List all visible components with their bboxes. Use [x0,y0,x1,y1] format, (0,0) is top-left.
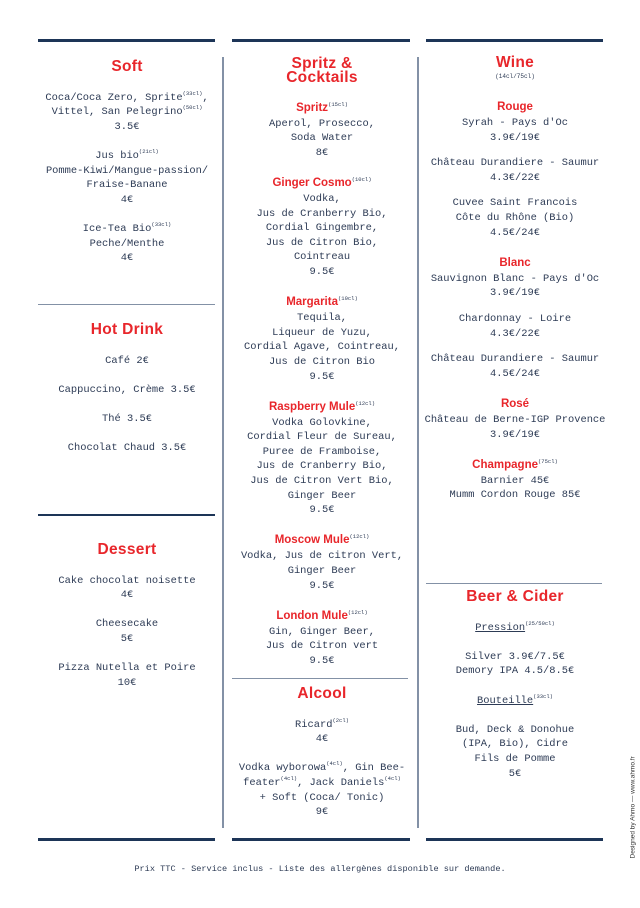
menu-item [424,196,606,240]
top-rule-left [38,39,215,42]
item-line [38,383,216,398]
item-line [229,265,415,280]
menu-section [38,541,216,690]
column-divider-2 [417,57,419,828]
menu-section [424,54,606,503]
item-text: Jus de Citron vert [265,640,379,653]
item-line [229,732,415,747]
item-line [38,661,216,676]
item-line [424,723,606,738]
item-category [424,621,606,636]
item-text: Jus de Citron Vert Bio, [250,475,394,488]
menu-section [229,685,415,820]
section-title: Dessert [97,541,157,558]
menu-item [38,222,216,266]
item-line [424,211,606,226]
item-text: 10€ [117,676,137,689]
item-text: Jus bio [95,149,139,162]
menu-item [424,457,606,503]
item-text: Cuvee Saint Francois [452,197,578,210]
item-text: Chardonnay - Loire [458,312,572,325]
menu-item [229,761,415,819]
item-text: 8€ [315,146,329,159]
volume-note: (15cl) [328,100,348,108]
volume-note: (2cl) [332,716,349,724]
item-text: 5€ [120,632,134,645]
volume-note: (12cl) [349,533,370,541]
item-text: Cointreau [293,251,351,264]
item-heading [229,175,415,192]
item-line [38,632,216,647]
item-line [229,236,415,251]
item-text: Pizza Nutella et Poire [58,662,196,675]
item-line [229,625,415,640]
item-text: 9.5€ [309,504,335,517]
menu-item [229,175,415,280]
item-line [229,579,415,594]
item-line [424,650,606,665]
item-line [229,355,415,370]
item-line [229,146,415,161]
item-text: 9€ [315,806,329,819]
menu-item [38,91,216,135]
menu-section [229,57,415,669]
item-text: Bud, Deck & Donohue [455,723,575,736]
item-line [229,416,415,431]
item-line [424,286,606,301]
menu-item [229,100,415,161]
volume-note: (33cl) [182,89,203,97]
item-text: Vittel, San Pelegrino [51,106,183,119]
menu-item [38,149,216,207]
item-text: feater [243,776,281,789]
menu-item [38,354,216,369]
item-line [229,370,415,385]
menu-item [38,617,216,646]
menu-item [38,383,216,398]
item-text: Demory IPA 4.5/8.5€ [455,665,575,678]
item-text: Coca/Coca Zero, Sprite [45,91,183,104]
menu-item [229,399,415,518]
item-text: Château Durandiere - Saumur [430,157,600,170]
item-line [38,354,216,369]
bottom-rule-left [38,838,215,841]
item-text: 9.5€ [309,579,335,592]
item-line [229,459,415,474]
item-text: 4€ [120,252,134,265]
item-line [229,430,415,445]
item-text: Cordial Gingembre, [265,222,379,235]
item-text: Sauvignon Blanc - Pays d'Oc [430,272,600,285]
section-title: Alcool [297,685,347,702]
item-heading [424,396,606,413]
volume-note: (10cl) [351,175,372,183]
item-line [38,178,216,193]
item-line [229,340,415,355]
item-text: Puree de Framboise, [262,445,382,458]
item-line [424,272,606,287]
menu-item [38,441,216,456]
item-line [38,588,216,603]
top-rule-right [426,39,603,42]
volume-note: (4cl) [280,774,298,782]
item-line [424,131,606,146]
item-line [229,718,415,733]
item-text: Mumm Cordon Rouge 85€ [449,489,581,502]
bottom-rule-middle [232,838,410,841]
item-text: + Soft (Coca/ Tonic) [259,791,385,804]
item-heading [229,100,415,117]
item-line [229,131,415,146]
menu-section [38,321,216,456]
item-line [424,116,606,131]
item-line [229,503,415,518]
volume-note: (25/50cl) [525,619,555,627]
item-name: Champagne [472,458,538,471]
item-line [229,207,415,222]
section-divider [426,583,602,584]
item-text: 4.3€/22€ [490,171,540,184]
item-text: Soda Water [290,132,354,145]
item-text: Jus de Cranberry Bio, [256,207,388,220]
item-text: Vodka wyborowa [238,762,327,775]
item-name: Rouge [497,101,533,113]
volume-note: (33cl) [151,220,172,228]
menu-item [424,621,606,679]
section-title: Spritz & Cocktails [286,55,358,86]
item-text: Silver 3.9€/7.5€ [465,650,565,663]
item-line [424,327,606,342]
item-line [229,117,415,132]
item-line [424,196,606,211]
item-text: Peche/Menthe [89,237,165,250]
item-line [424,488,606,503]
item-text: Ice-Tea Bio [82,222,152,235]
item-text: 4.3€/22€ [490,327,540,340]
item-line [229,474,415,489]
item-line [38,574,216,589]
item-text: 4.5€/24€ [490,367,540,380]
item-text: Ricard [295,718,333,731]
item-line [424,156,606,171]
item-line [424,171,606,186]
item-text: 4€ [120,589,134,602]
bottom-rule-right [426,838,603,841]
item-text: 3.9€/19€ [490,131,540,144]
item-line [229,326,415,341]
item-text: 4€ [315,733,329,746]
item-line [38,91,216,106]
item-text: Ginger Beer [287,565,357,578]
menu-item [424,352,606,381]
item-text: , Gin Bee- [342,762,406,775]
item-line [38,105,216,120]
item-text: Fils de Pomme [474,752,556,765]
section-subtitle: (14cl/75cl) [495,73,535,80]
item-name: Spritz [296,101,329,114]
item-text: 9.5€ [309,370,335,383]
menu-item [424,312,606,341]
item-heading [424,255,606,272]
item-line [38,193,216,208]
item-line [229,805,415,820]
volume-note: (4cl) [384,774,401,782]
menu-item [424,156,606,185]
section-divider [38,304,215,305]
item-text: (IPA, Bio), Cidre [461,738,568,751]
item-name: Moscow Mule [274,534,350,547]
item-text: Vodka Golovkine, [272,416,372,429]
item-name: Blanc [499,256,531,269]
item-line [229,311,415,326]
item-line [38,237,216,252]
menu-item [229,532,415,593]
item-line [38,251,216,266]
menu-item [424,99,606,145]
item-line [424,752,606,767]
item-line [424,737,606,752]
item-text: Château Durandiere - Saumur [430,353,600,366]
menu-section [38,58,216,266]
menu-item [38,574,216,603]
item-heading [229,532,415,549]
item-line [229,654,415,669]
item-line [229,445,415,460]
item-text: 3.9€/19€ [490,287,540,300]
volume-note: (4cl) [326,760,343,768]
item-text: Café 2€ [105,354,149,367]
item-category [424,694,606,709]
item-heading [229,399,415,416]
volume-note: (12cl) [347,608,368,616]
item-text: Jus de Citron Bio [268,355,375,368]
item-text: Vodka, [303,192,341,205]
category-name: Pression [475,621,526,634]
item-line [424,226,606,241]
item-line [424,428,606,443]
item-text: 3.9€/19€ [490,428,540,441]
item-text: , [202,91,209,104]
item-text: 5€ [508,767,522,780]
item-line [38,441,216,456]
item-text: Cappuccino, Crème 3.5€ [58,383,196,396]
item-heading [424,457,606,474]
item-text: 3.5€ [114,120,140,133]
section-divider [38,514,215,516]
item-heading [424,99,606,116]
menu-item [229,718,415,747]
item-text: Fraise-Banane [86,179,168,192]
item-line [424,767,606,782]
item-text: 4.5€/24€ [490,226,540,239]
item-text: Aperol, Prosecco, [268,117,375,130]
item-line [229,564,415,579]
item-text: Ginger Beer [287,489,357,502]
menu-item [229,608,415,669]
item-line [38,149,216,164]
item-line [38,164,216,179]
item-line [229,192,415,207]
item-text: Château de Berne-IGP Provence [424,413,606,426]
item-line [38,676,216,691]
menu-item [424,396,606,442]
menu-item [229,294,415,384]
item-line [229,776,415,791]
item-text: , Jack Daniels [297,776,385,789]
item-text: Cordial Fleur de Sureau, [247,431,397,444]
item-line [38,617,216,632]
item-heading [229,294,415,311]
item-text: Vodka, Jus de citron Vert, [240,550,404,563]
item-text: Liqueur de Yuzu, [272,326,372,339]
item-line [38,222,216,237]
item-text: Syrah - Pays d'Oc [461,117,568,129]
item-line [424,312,606,327]
section-divider [232,678,408,679]
item-text: Pomme-Kiwi/Mangue-passion/ [45,164,209,177]
footer-note: Prix TTC - Service inclus - Liste des allergènes disponible sur demande. [134,864,506,874]
volume-note: (12cl) [355,399,376,407]
item-name: Ginger Cosmo [272,176,352,189]
item-line [424,474,606,489]
item-name: Rosé [500,397,530,410]
menu-section [424,588,606,781]
item-name: Raspberry Mule [268,400,356,413]
top-rule-middle [232,39,410,42]
item-line [229,250,415,265]
volume-note: (21cl) [138,147,159,155]
item-text: Jus de Cranberry Bio, [256,460,388,473]
item-text: Gin, Ginger Beer, [268,625,375,638]
item-text: Thé 3.5€ [102,412,152,425]
item-line [424,352,606,367]
volume-note: (50cl) [182,104,203,112]
item-name: Margarita [286,296,338,309]
item-text: Chocolat Chaud 3.5€ [67,442,187,455]
menu-item [424,694,606,782]
item-text: 4€ [120,193,134,206]
item-text: 9.5€ [309,265,335,278]
volume-note: (75cl) [538,457,558,465]
item-line [229,639,415,654]
menu-item [38,661,216,690]
section-title: Beer & Cider [466,588,564,605]
item-line [229,791,415,806]
section-title: Wine [495,54,535,71]
menu-item [424,255,606,301]
section-title: Hot Drink [90,321,164,338]
item-text: 9.5€ [309,655,335,667]
item-line [229,221,415,236]
volume-note: (33cl) [533,692,553,700]
item-line [424,367,606,382]
menu-item [38,412,216,427]
section-title: Soft [111,58,143,75]
item-text: Jus de Citron Bio, [265,236,379,249]
item-line [229,489,415,504]
item-line [424,664,606,679]
item-heading [229,608,415,625]
item-line [229,549,415,564]
item-line [38,412,216,427]
item-text: Cake chocolat noisette [58,574,196,587]
item-line [229,761,415,776]
item-text: Côte du Rhône (Bio) [455,211,575,224]
item-text: Barnier 45€ [480,474,550,487]
item-text: Cheesecake [95,618,159,631]
category-name: Bouteille [477,694,534,707]
volume-note: (10cl) [337,295,358,303]
item-name: London Mule [276,609,348,622]
item-line [38,120,216,135]
column-divider-1 [222,57,224,828]
item-text: Tequila, [297,312,347,325]
designer-credit: Designed by Ahmo — www.ahmo.fr [629,756,637,859]
item-text: Cordial Agave, Cointreau, [244,341,400,354]
item-line [424,413,606,428]
